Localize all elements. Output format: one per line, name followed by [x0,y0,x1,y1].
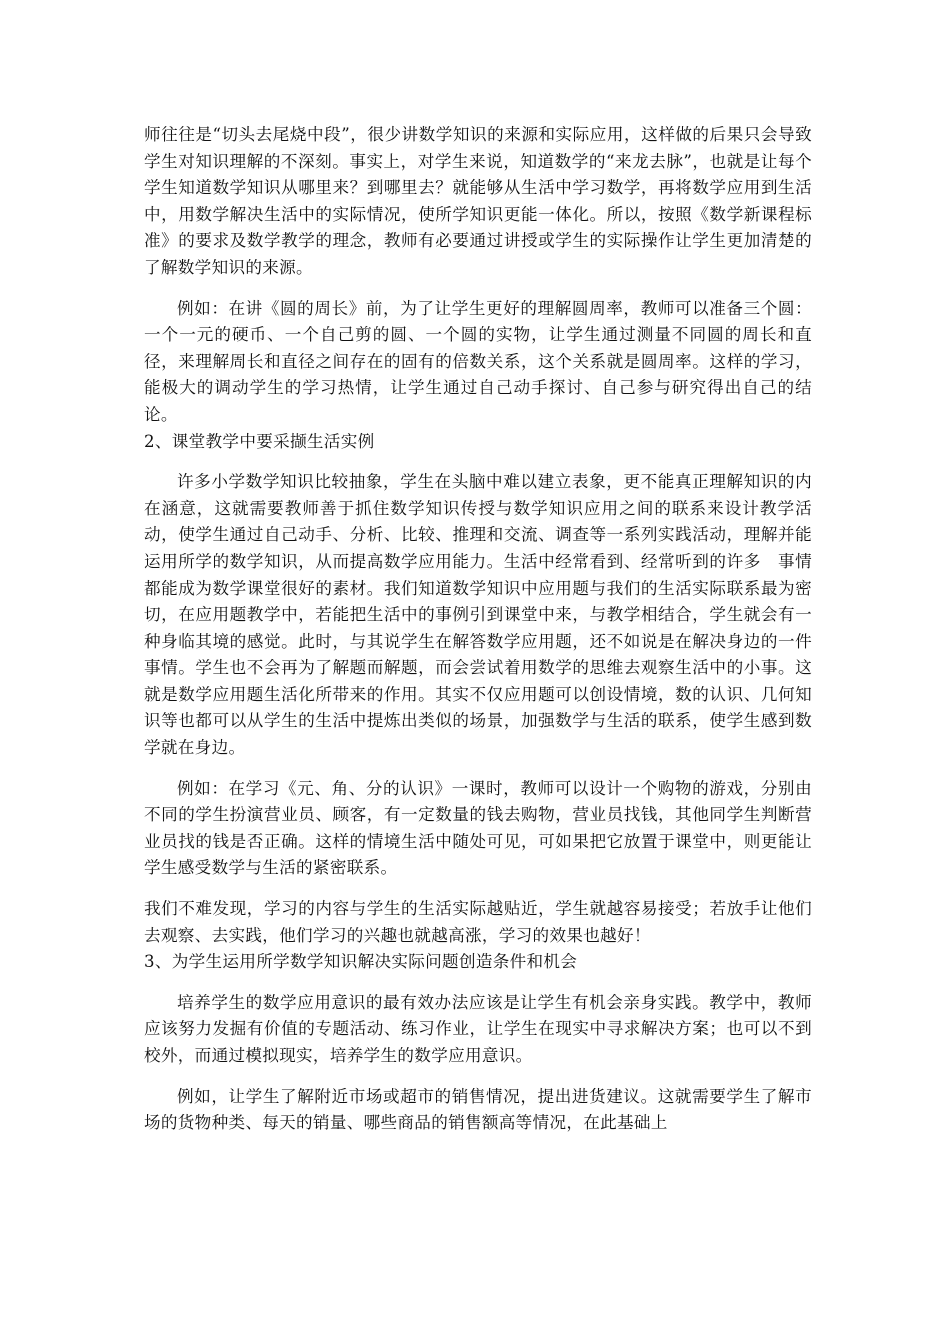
document-page [144,122,812,1137]
section-heading-2: 2、课堂教学中要采撷生活实例 [144,431,375,451]
paragraph-6: 培养学生的数学应用意识的最有效办法应该是让学生有机会亲身实践。教学中，教师应该努力发掘有价值的专题活动、练习作业，让学生在现实中寻求解决方案；也可以不到校外，而通过模拟现实，培养学生的数学应用意识。 [144,992,812,1065]
paragraph-7-example-market: 例如，让学生了解附近市场或超市的销售情况，提出进货建议。这就需要学生了解市场的货物种类、每天的销量、哪些商品的销售额高等情况，在此基础上 [144,1086,812,1133]
paragraph-2-example-circle: 例如：在讲《圆的周长》前，为了让学生更好的理解圆周率，教师可以准备三个圆：一个一元的硬币、一个自己剪的圆、一个圆的实物，让学生通过测量不同圆的周长和直径，来理解周长和直径之间存在的固有的倍数关系，这个关系就是圆周率。这样的学习，能极大的调动学生的学习热情，让学生通过自己动手探讨、自己参与研究得出自己的结论。 [144,298,812,424]
paragraph-3: 许多小学数学知识比较抽象，学生在头脑中难以建立表象，更不能真正理解知识的内在涵意，这就需要教师善于抓住数学知识传授与数学知识应用之间的联系来设计教学活动，使学生通过自己动手、分析、比较、推理和交流、调查等一系列实践活动，理解并能运用所学的数学知识，从而提高数学应用能力。生活中经常看到、经常听到的许多 事情都能成为数学课堂很好的素材。我们知道数学知识中应用题与我们的生活实际联系最为密切，在应用题教学中，若能把生活中的事例引到课堂中来，与教学相结合，学生就会有一种身临其境的感觉。此时，与其说学生在解答数学应用题，还不如说是在解决身边的一件事情。学生也不会再为了解题而解题，而会尝试着用数学的思维去观察生活中的小事。这就是数学应用题生活化所带来的作用。其实不仅应用题可以创设情境，数的认识、几何知识等也都可以从学生的生活中提炼出类似的场景，加强数学与生活的联系，使学生感到数学就在身边。 [144,472,812,758]
section-heading-3: 3、为学生运用所学数学知识解决实际问题创造条件和机会 [144,952,578,972]
paragraph-1: 师往往是“切头去尾烧中段”，很少讲数学知识的来源和实际应用，这样做的后果只会导致学生对知识理解的不深刻。事实上，对学生来说，知道数学的“来龙去脉”，也就是让每个学生知道数学知识从哪里来？到哪里去？就能够从生活中学习数学，再将数学应用到生活中，用数学解决生活中的实际情况，使所学知识更能一体化。所以，按照《数学新课程标准》的要求及数学教学的理念，教师有必要通过讲授或学生的实际操作让学生更加清楚的了解数学知识的来源。 [144,125,812,277]
paragraph-5: 我们不难发现，学习的内容与学生的生活实际越贴近，学生就越容易接受；若放手让他们去观察、去实践，他们学习的兴趣也就越高涨，学习的效果也越好！ [144,899,812,945]
paragraph-4-example-money: 例如：在学习《元、角、分的认识》一课时，教师可以设计一个购物的游戏，分别由不同的学生扮演营业员、顾客，有一定数量的钱去购物，营业员找钱，其他同学生判断营业员找的钱是否正确。这样的情境生活中随处可见，可如果把它放置于课堂中，则更能让学生感受数学与生活的紧密联系。 [144,778,812,878]
